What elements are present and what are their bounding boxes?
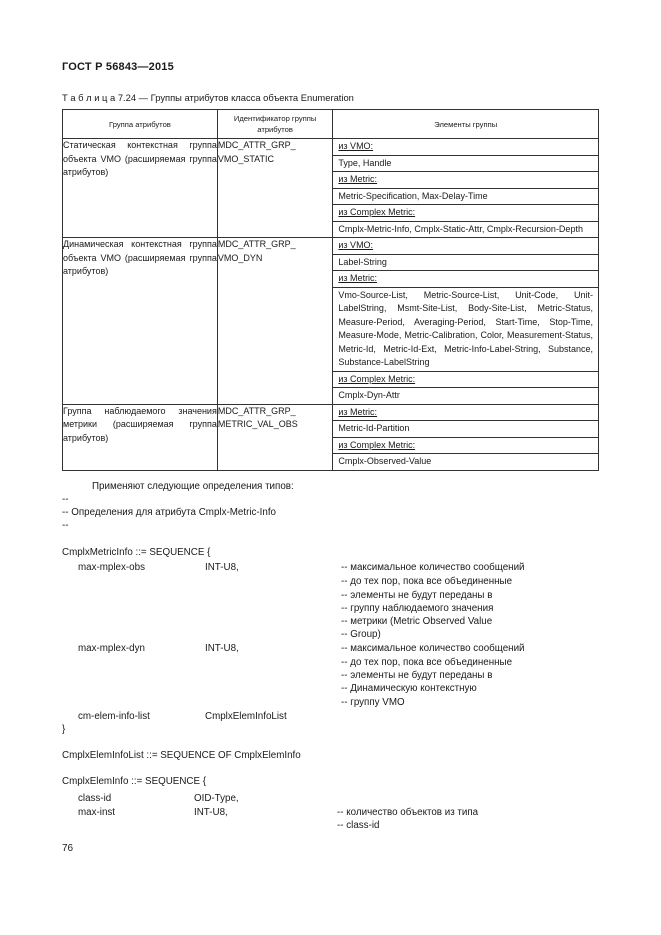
field-type: CmplxElemInfoList <box>205 711 287 722</box>
field-comment: -- элементы не будут переданы в <box>341 670 493 681</box>
sequence-definition: CmplxElemInfo ::= SEQUENCE { <box>62 776 207 787</box>
source-class-label: из VMO: <box>333 238 598 255</box>
table-row <box>63 238 599 405</box>
comment-line: -- <box>62 494 69 505</box>
field-type: OID-Type, <box>194 793 239 804</box>
field-comment: -- группу наблюдаемого значения <box>341 603 494 614</box>
field-type: INT-U8, <box>205 562 239 573</box>
group-name-cell: Статическая контекстная группа объекта VMO (расширяемая группа атрибутов) <box>63 139 218 238</box>
group-name-cell: Группа наблюдаемого значения метрики (расширяемая группа атрибутов) <box>63 404 218 470</box>
column-header-group: Группа атрибутов <box>63 110 218 139</box>
field-comment: -- class-id <box>337 820 380 831</box>
field-name: max-inst <box>78 807 116 818</box>
table-header-row <box>63 110 599 139</box>
field-comment: -- до тех пор, пока все объединенные <box>341 657 513 668</box>
group-elements-cell <box>333 404 599 470</box>
table-caption: Т а б л и ц а 7.24 — Группы атрибутов класса объекта Enumeration <box>62 92 354 103</box>
comment-line: -- Определения для атрибута Cmplx-Metric-Info <box>62 507 277 518</box>
source-class-label: из Complex Metric: <box>333 438 598 455</box>
group-id-line: VMO_STATIC <box>217 153 275 164</box>
source-class-label: из Metric: <box>333 172 598 189</box>
field-comment: -- до тех пор, пока все объединенные <box>341 576 513 587</box>
attribute-list: Cmplx-Metric-Info, Cmplx-Static-Attr, Cmplx-Recursion-Depth <box>338 223 583 234</box>
source-class-label: из Metric: <box>333 405 598 422</box>
group-id-cell <box>217 238 333 405</box>
column-header-elements: Элементы группы <box>333 110 599 139</box>
group-id-line: MDC_ATTR_GRP_ <box>217 239 296 249</box>
source-class-label: из Complex Metric: <box>333 372 598 389</box>
group-id-cell <box>217 404 333 470</box>
standard-header: ГОСТ Р 56843—2015 <box>62 61 174 73</box>
field-comment: -- элементы не будут переданы в <box>341 590 493 601</box>
attribute-list: Label-String <box>333 255 598 272</box>
field-name: max-mplex-dyn <box>78 643 145 654</box>
source-class-label: из Metric: <box>333 271 598 288</box>
group-elements-cell <box>333 139 599 238</box>
comment-line: -- <box>62 520 69 531</box>
sequence-definition: CmplxElemInfoList ::= SEQUENCE OF CmplxElemInfo <box>62 750 301 761</box>
field-name: class-id <box>78 793 112 804</box>
intro-text: Применяют следующие определения типов: <box>92 481 294 492</box>
attribute-list: Cmplx-Dyn-Attr <box>338 390 400 400</box>
attribute-list: Cmplx-Observed-Value <box>338 456 432 466</box>
page-number: 76 <box>62 843 74 854</box>
group-id-cell <box>217 139 333 238</box>
field-name: cm-elem-info-list <box>78 711 150 722</box>
group-id-line: MDC_ATTR_GRP_ <box>217 405 296 416</box>
source-class-label: из Complex Metric: <box>333 205 598 222</box>
group-elements-cell <box>333 238 599 405</box>
field-type: INT-U8, <box>194 807 228 818</box>
field-name: max-mplex-obs <box>78 562 145 573</box>
group-name-cell: Динамическая контекстная группа объекта VMO (расширяемая группа атрибутов) <box>63 238 218 405</box>
source-class-label: из VMO: <box>333 139 598 156</box>
attribute-list: Vmo-Source-List, Metric-Source-List, Unit-Code, Unit-LabelString, Msmt-Site-List, Body-Site-List, Metric-Status, Measure-Period, Averaging-Period, Start-Time, Stop-Time, Measure-Mode, Metric-Calibration, Color, Measurement-Status, Metric-Id, Metric-Id-Ext, Metric-Info-Label-String, Substance, Substance-LabelString <box>333 288 598 372</box>
column-header-id: Идентификатор группы атрибутов <box>217 110 333 139</box>
field-type: INT-U8, <box>205 643 239 654</box>
field-comment: -- количество объектов из типа <box>337 807 479 818</box>
field-comment: -- Group) <box>341 629 381 640</box>
field-comment: -- максимальное количество сообщений <box>341 643 525 654</box>
closing-brace: } <box>62 724 66 735</box>
attribute-list: Type, Handle <box>333 156 598 173</box>
group-id-line: MDC_ATTR_GRP_ <box>217 140 296 150</box>
field-comment: -- группу VMO <box>341 697 405 708</box>
sequence-definition: CmplxMetricInfo ::= SEQUENCE { <box>62 547 211 558</box>
attribute-list: Metric-Id-Partition <box>333 421 598 438</box>
attribute-list: Metric-Specification, Max-Delay-Time <box>333 189 598 206</box>
attribute-groups-table <box>62 109 599 471</box>
group-id-line: VMO_DYN <box>217 252 263 263</box>
table-row <box>63 404 599 470</box>
table-row <box>63 139 599 238</box>
field-comment: -- максимальное количество сообщений <box>341 562 525 573</box>
group-id-line: METRIC_VAL_OBS <box>217 419 298 429</box>
field-comment: -- метрики (Metric Observed Value <box>341 616 493 627</box>
field-comment: -- Динамическую контекстную <box>341 683 477 694</box>
